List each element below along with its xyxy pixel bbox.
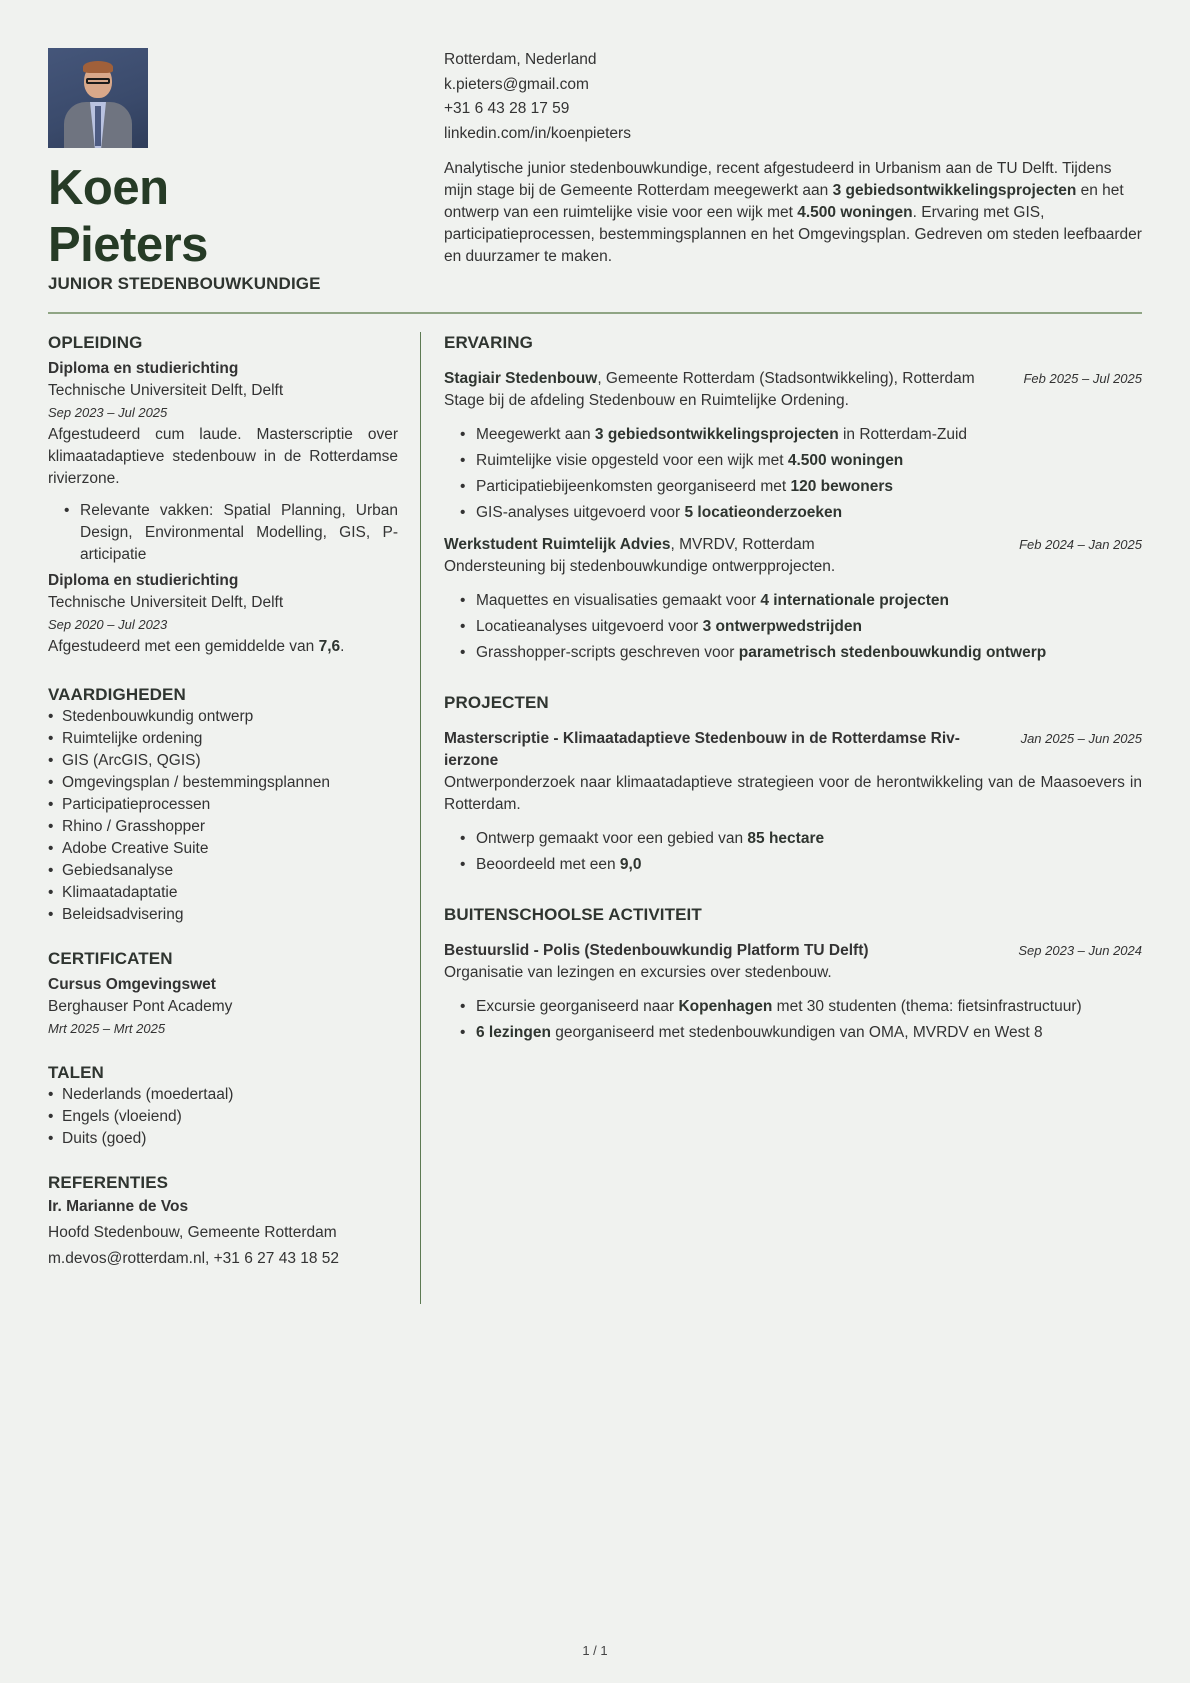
description: Organisatie van lezingen en excursies over stedenbouw. xyxy=(444,964,832,981)
item-header xyxy=(444,534,1142,556)
dates: Mrt 2025 – Mrt 2025 xyxy=(48,1021,166,1036)
candidate-name xyxy=(48,160,208,274)
list-item: • Adobe Creative Suite xyxy=(48,838,398,860)
languages-section xyxy=(48,1062,398,1150)
dates: Feb 2024 – Jan 2025 xyxy=(1019,537,1142,552)
profile-summary xyxy=(444,158,1142,268)
list-item: • Participatieprocessen xyxy=(48,794,398,816)
list-item: • Omgevingsplan / bestemmingsplannen xyxy=(48,772,398,794)
activity-item xyxy=(444,940,1142,1046)
section-heading: TALEN xyxy=(48,1063,104,1082)
list-item: • Ontwerp gemaakt voor een gebied van 85 hectare xyxy=(460,826,1142,852)
reference-role: Hoofd Stedenbouw, Gemeente Rotterdam xyxy=(48,1224,337,1241)
experience-item xyxy=(444,368,1142,526)
reference-name: Ir. Marianne de Vos xyxy=(48,1198,189,1215)
header-divider xyxy=(48,312,1142,314)
bullet-list xyxy=(460,422,1142,526)
list-item: • Engels (vloeiend) xyxy=(48,1106,398,1128)
degree: Diploma en studierichting xyxy=(48,360,239,377)
text: Afgestudeerd met een gemiddelde van xyxy=(48,638,319,655)
list-item: • Rhino / Grasshopper xyxy=(48,816,398,838)
description: Ondersteuning bij stedenbouwkundige ontwerpprojecten. xyxy=(444,558,836,575)
phone: +31 6 43 28 17 59 xyxy=(444,100,570,117)
projects-section xyxy=(444,692,1142,878)
list-item: • Nederlands (moedertaal) xyxy=(48,1084,398,1106)
section-heading: OPLEIDING xyxy=(48,333,143,352)
list-item: • Beoordeeld met een 9,0 xyxy=(460,852,1142,878)
first-name: Koen xyxy=(48,161,169,215)
profile-photo xyxy=(48,48,148,148)
section-heading: ERVARING xyxy=(444,333,533,352)
summary-text: . Ervaring met GIS, participatieprocessen, bestemmingsplannen en het Omgevingsplan. Gedreven om steden leefbaarder en duurzamer te maken. xyxy=(444,204,1142,265)
contact-block xyxy=(444,48,631,146)
description: Stage bij de afdeling Stedenbouw en Ruimtelijke Ordening. xyxy=(444,392,849,409)
role-title: Stagiair Stedenbouw xyxy=(444,370,598,387)
list-item: • GIS (ArcGIS, QGIS) xyxy=(48,750,398,772)
bullet-list xyxy=(460,588,1142,666)
item-header xyxy=(444,728,1142,772)
location: Rotterdam, Nederland xyxy=(444,51,597,68)
languages-list xyxy=(48,1084,398,1150)
list-item: • Grasshopper-scripts geschreven voor parametrisch stedenbouwkundig ontwerp xyxy=(460,640,1142,666)
organization: , Gemeente Rotterdam (Stadsontwikkeling), Rotterdam xyxy=(597,370,975,387)
dates: Sep 2023 – Jul 2025 xyxy=(48,405,168,420)
activity-title: Bestuurslid - Polis (Stedenbouwkundig Platform TU Delft) xyxy=(444,942,869,959)
description: Afgestudeerd cum laude. Masterscriptie over klimaatadaptieve stedenbouw in de Rotterdamse rivierzone. xyxy=(48,426,398,487)
description xyxy=(48,636,398,658)
role-line xyxy=(444,368,1004,390)
list-item: • Duits (goed) xyxy=(48,1128,398,1150)
role-title: Werkstudent Ruimtelijk Advies xyxy=(444,536,671,553)
education-section xyxy=(48,332,398,658)
job-title: JUNIOR STEDENBOUWKUNDIGE xyxy=(48,274,321,293)
bullet-list xyxy=(460,826,1142,878)
list-item: • Maquettes en visualisaties gemaakt voor 4 internationale projecten xyxy=(460,588,1142,614)
dates: Jan 2025 – Jun 2025 xyxy=(1020,731,1142,746)
experience-section xyxy=(444,332,1142,666)
education-item xyxy=(48,358,398,566)
project-title: Masterscriptie - Klimaatadaptieve Stedenbouw in de Rotterdamse Rivierzone xyxy=(444,730,960,769)
item-header xyxy=(444,940,1142,962)
item-header xyxy=(444,368,1142,390)
certificates-section xyxy=(48,948,398,1040)
list-item: • Beleidsadvisering xyxy=(48,904,398,926)
list-item: • Gebiedsanalyse xyxy=(48,860,398,882)
list-item: • Participatiebijeenkomsten georganiseerd met 120 bewoners xyxy=(460,474,1142,500)
linkedin-link[interactable]: linkedin.com/in/koenpieters xyxy=(444,124,631,142)
right-column xyxy=(444,332,1142,1046)
school: Technische Universiteit Delft, Delft xyxy=(48,594,284,611)
list-item: • 6 lezingen georganiseerd met stedenbouwkundigen van OMA, MVRDV en West 8 xyxy=(460,1020,1142,1046)
section-heading: CERTIFICATEN xyxy=(48,949,173,968)
certificate-title: Cursus Omgevingswet xyxy=(48,976,216,993)
left-column xyxy=(48,332,398,1272)
email-link[interactable]: k.pieters@gmail.com xyxy=(444,75,589,93)
dates: Sep 2020 – Jul 2023 xyxy=(48,617,168,632)
summary-text: Analytische junior stedenbouwkundige, recent afgestudeerd in Urbanism aan de TU Delft. Tijdens mijn stage bij de Gemeente Rotterdam meegewerkt aan xyxy=(444,160,1112,199)
bullet-list xyxy=(460,994,1142,1046)
list-item: • Klimaatadaptatie xyxy=(48,882,398,904)
list-item: • GIS-analyses uitgevoerd voor 5 locatieonderzoeken xyxy=(460,500,1142,526)
summary-highlight: 4.500 woningen xyxy=(797,204,913,221)
role-line xyxy=(444,534,1004,556)
list-item: • Locatieanalyses uitgevoerd voor 3 ontwerpwedstrijden xyxy=(460,614,1142,640)
degree: Diploma en studierichting xyxy=(48,572,239,589)
project-item xyxy=(444,728,1142,878)
list-item: • Ruimtelijke ordening xyxy=(48,728,398,750)
school: Technische Universiteit Delft, Delft xyxy=(48,382,284,399)
text: . xyxy=(340,638,345,655)
extracurricular-section xyxy=(444,904,1142,1046)
section-heading: BUITENSCHOOLSE ACTIVITEIT xyxy=(444,905,702,924)
page-indicator: 1 / 1 xyxy=(582,1643,608,1658)
reference-contact: m.devos@rotterdam.nl, +31 6 27 43 18 52 xyxy=(48,1250,340,1267)
education-item xyxy=(48,570,398,658)
experience-item xyxy=(444,534,1142,666)
column-divider xyxy=(420,332,421,1304)
certificate-item xyxy=(48,974,398,1040)
bullet-list xyxy=(64,500,398,566)
list-item: • Meegewerkt aan 3 gebiedsontwikkelingsprojecten in Rotterdam-Zuid xyxy=(460,422,1142,448)
section-heading: VAARDIGHEDEN xyxy=(48,685,186,704)
list-item: • Stedenbouwkundig ontwerp xyxy=(48,706,398,728)
dates: Sep 2023 – Jun 2024 xyxy=(1018,943,1142,958)
skills-section xyxy=(48,684,398,926)
skills-list xyxy=(48,706,398,926)
section-heading: REFERENTIES xyxy=(48,1173,169,1192)
references-section xyxy=(48,1172,398,1272)
summary-text: en het ontwerp van een ruimtelijke visie voor een wijk met xyxy=(444,182,1124,221)
issuer: Berghauser Pont Academy xyxy=(48,998,233,1015)
description: Ontwerponderzoek naar klimaatadaptieve strategieen voor de herontwikkeling van de Maasoevers in Rotterdam. xyxy=(444,774,1142,813)
dates: Feb 2025 – Jul 2025 xyxy=(1023,371,1142,386)
summary-highlight: 3 gebiedsontwikkelingsprojecten xyxy=(832,182,1077,199)
grade: 7,6 xyxy=(318,638,341,655)
last-name: Pieters xyxy=(48,218,208,272)
list-item: • Ruimtelijke visie opgesteld voor een wijk met 4.500 woningen xyxy=(460,448,1142,474)
section-heading: PROJECTEN xyxy=(444,693,549,712)
list-item: • Excursie georganiseerd naar Kopenhagen met 30 studenten (thema: fietsinfrastructuur) xyxy=(460,994,1142,1020)
list-item: • Relevante vakken: Spatial Planning, Urban Design, Environmental Modelling, GIS, Participatie xyxy=(64,500,398,566)
organization: , MVRDV, Rotterdam xyxy=(670,536,815,553)
